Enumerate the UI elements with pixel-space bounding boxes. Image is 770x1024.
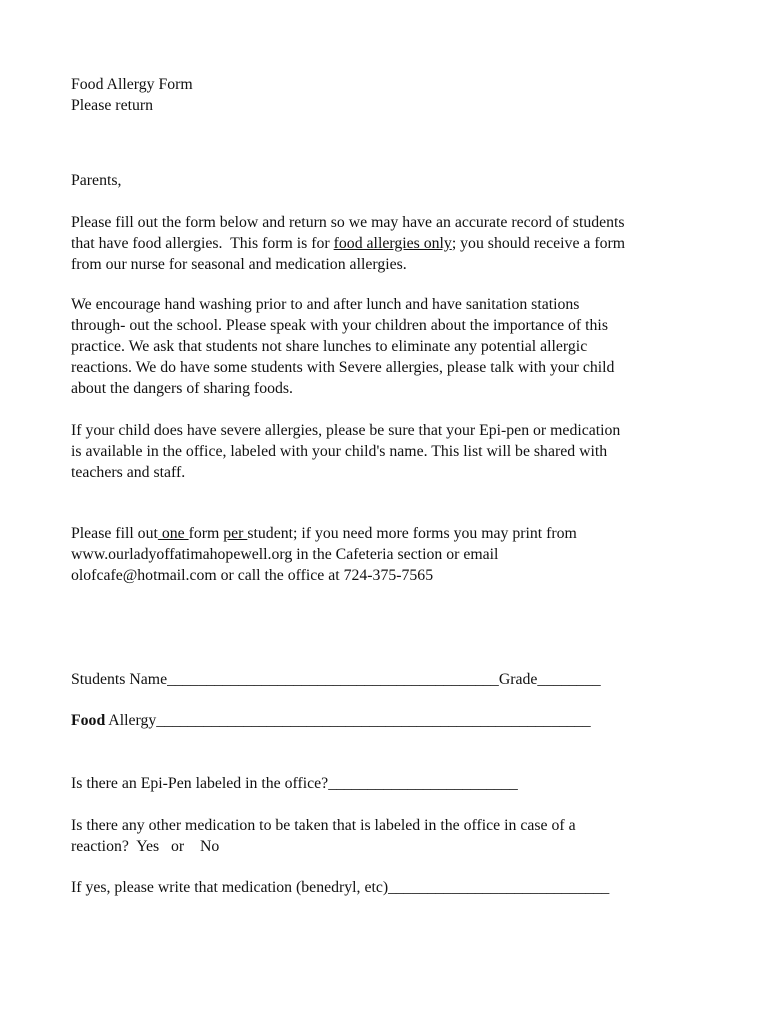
paragraph-intro — [71, 212, 711, 275]
grade-field[interactable]: ________ — [537, 671, 601, 688]
more-forms-text: Please fill out — [71, 525, 158, 542]
form-subtitle: Please return — [71, 97, 154, 114]
student-name-line — [71, 669, 711, 690]
food-allergy-line — [71, 710, 711, 731]
medication-question — [71, 815, 711, 857]
intro-line-2 — [71, 233, 711, 254]
if-yes-label: If yes, please write that medication (benedryl, etc) — [71, 879, 389, 896]
intro-line-3: from our nurse for seasonal and medication allergies. — [71, 256, 407, 273]
paragraph-hand-washing — [71, 294, 711, 399]
per-emphasis: per — [223, 525, 248, 542]
greeting-text: Parents, — [71, 172, 122, 189]
greeting — [71, 170, 711, 191]
contact-line: olofcafe@hotmail.com or call the office at 724-375-7565 — [71, 567, 434, 584]
form-header — [71, 74, 711, 116]
food-allergy-row — [71, 710, 711, 731]
epipen-line — [71, 773, 711, 794]
medication-question-line-1: Is there any other medication to be taken that is labeled in the office in case of a — [71, 817, 576, 834]
epipen-row — [71, 773, 711, 794]
if-yes-row — [71, 877, 711, 898]
epipen-field[interactable]: ________________________ — [328, 775, 518, 792]
epipen-question: Is there an Epi-Pen labeled in the office? — [71, 775, 329, 792]
food-allergy-field[interactable]: _______________________________________________________ — [156, 712, 591, 729]
medication-question-line-2: reaction? Yes or No — [71, 838, 220, 855]
grade-label: Grade — [498, 671, 538, 688]
hand-washing-line: through- out the school. Please speak with your children about the importance of this — [71, 317, 608, 334]
student-name-field[interactable]: __________________________________________ — [167, 671, 499, 688]
medication-name-field[interactable]: ____________________________ — [388, 879, 610, 896]
hand-washing-line: practice. We ask that students not share lunches to eliminate any potential allergic — [71, 338, 588, 355]
more-forms-text: form — [188, 525, 224, 542]
form-title: Food Allergy Form — [71, 76, 193, 93]
hand-washing-line: We encourage hand washing prior to and after lunch and have sanitation stations — [71, 296, 580, 313]
hand-washing-line: reactions. We do have some students with Severe allergies, please talk with your child — [71, 359, 615, 376]
food-allergies-only-emphasis: food allergies only — [333, 235, 452, 252]
paragraph-more-forms — [71, 523, 711, 586]
hand-washing-line: about the dangers of sharing foods. — [71, 380, 293, 397]
severe-allergies-line: teachers and staff. — [71, 464, 186, 481]
food-label-bold: Food — [71, 712, 106, 729]
student-name-label: Students Name — [71, 671, 168, 688]
paragraph-severe-allergies — [71, 420, 711, 483]
intro-line-1: Please fill out the form below and return so we may have an accurate record of students — [71, 214, 625, 231]
more-forms-line-1 — [71, 523, 711, 544]
severe-allergies-line: If your child does have severe allergies, please be sure that your Epi-pen or medication — [71, 422, 621, 439]
one-emphasis: one — [157, 525, 189, 542]
website-line: www.ourladyoffatimahopewell.org in the Cafeteria section or email — [71, 546, 499, 563]
intro-line-2-pre: that have food allergies. This form is for — [71, 235, 334, 252]
severe-allergies-line: is available in the office, labeled with your child's name. This list will be shared with — [71, 443, 608, 460]
intro-line-2-post: ; you should receive a form — [451, 235, 626, 252]
more-forms-text: student; if you need more forms you may print from — [247, 525, 577, 542]
student-name-row — [71, 669, 711, 690]
if-yes-line — [71, 877, 711, 898]
allergy-label: Allergy — [105, 712, 157, 729]
